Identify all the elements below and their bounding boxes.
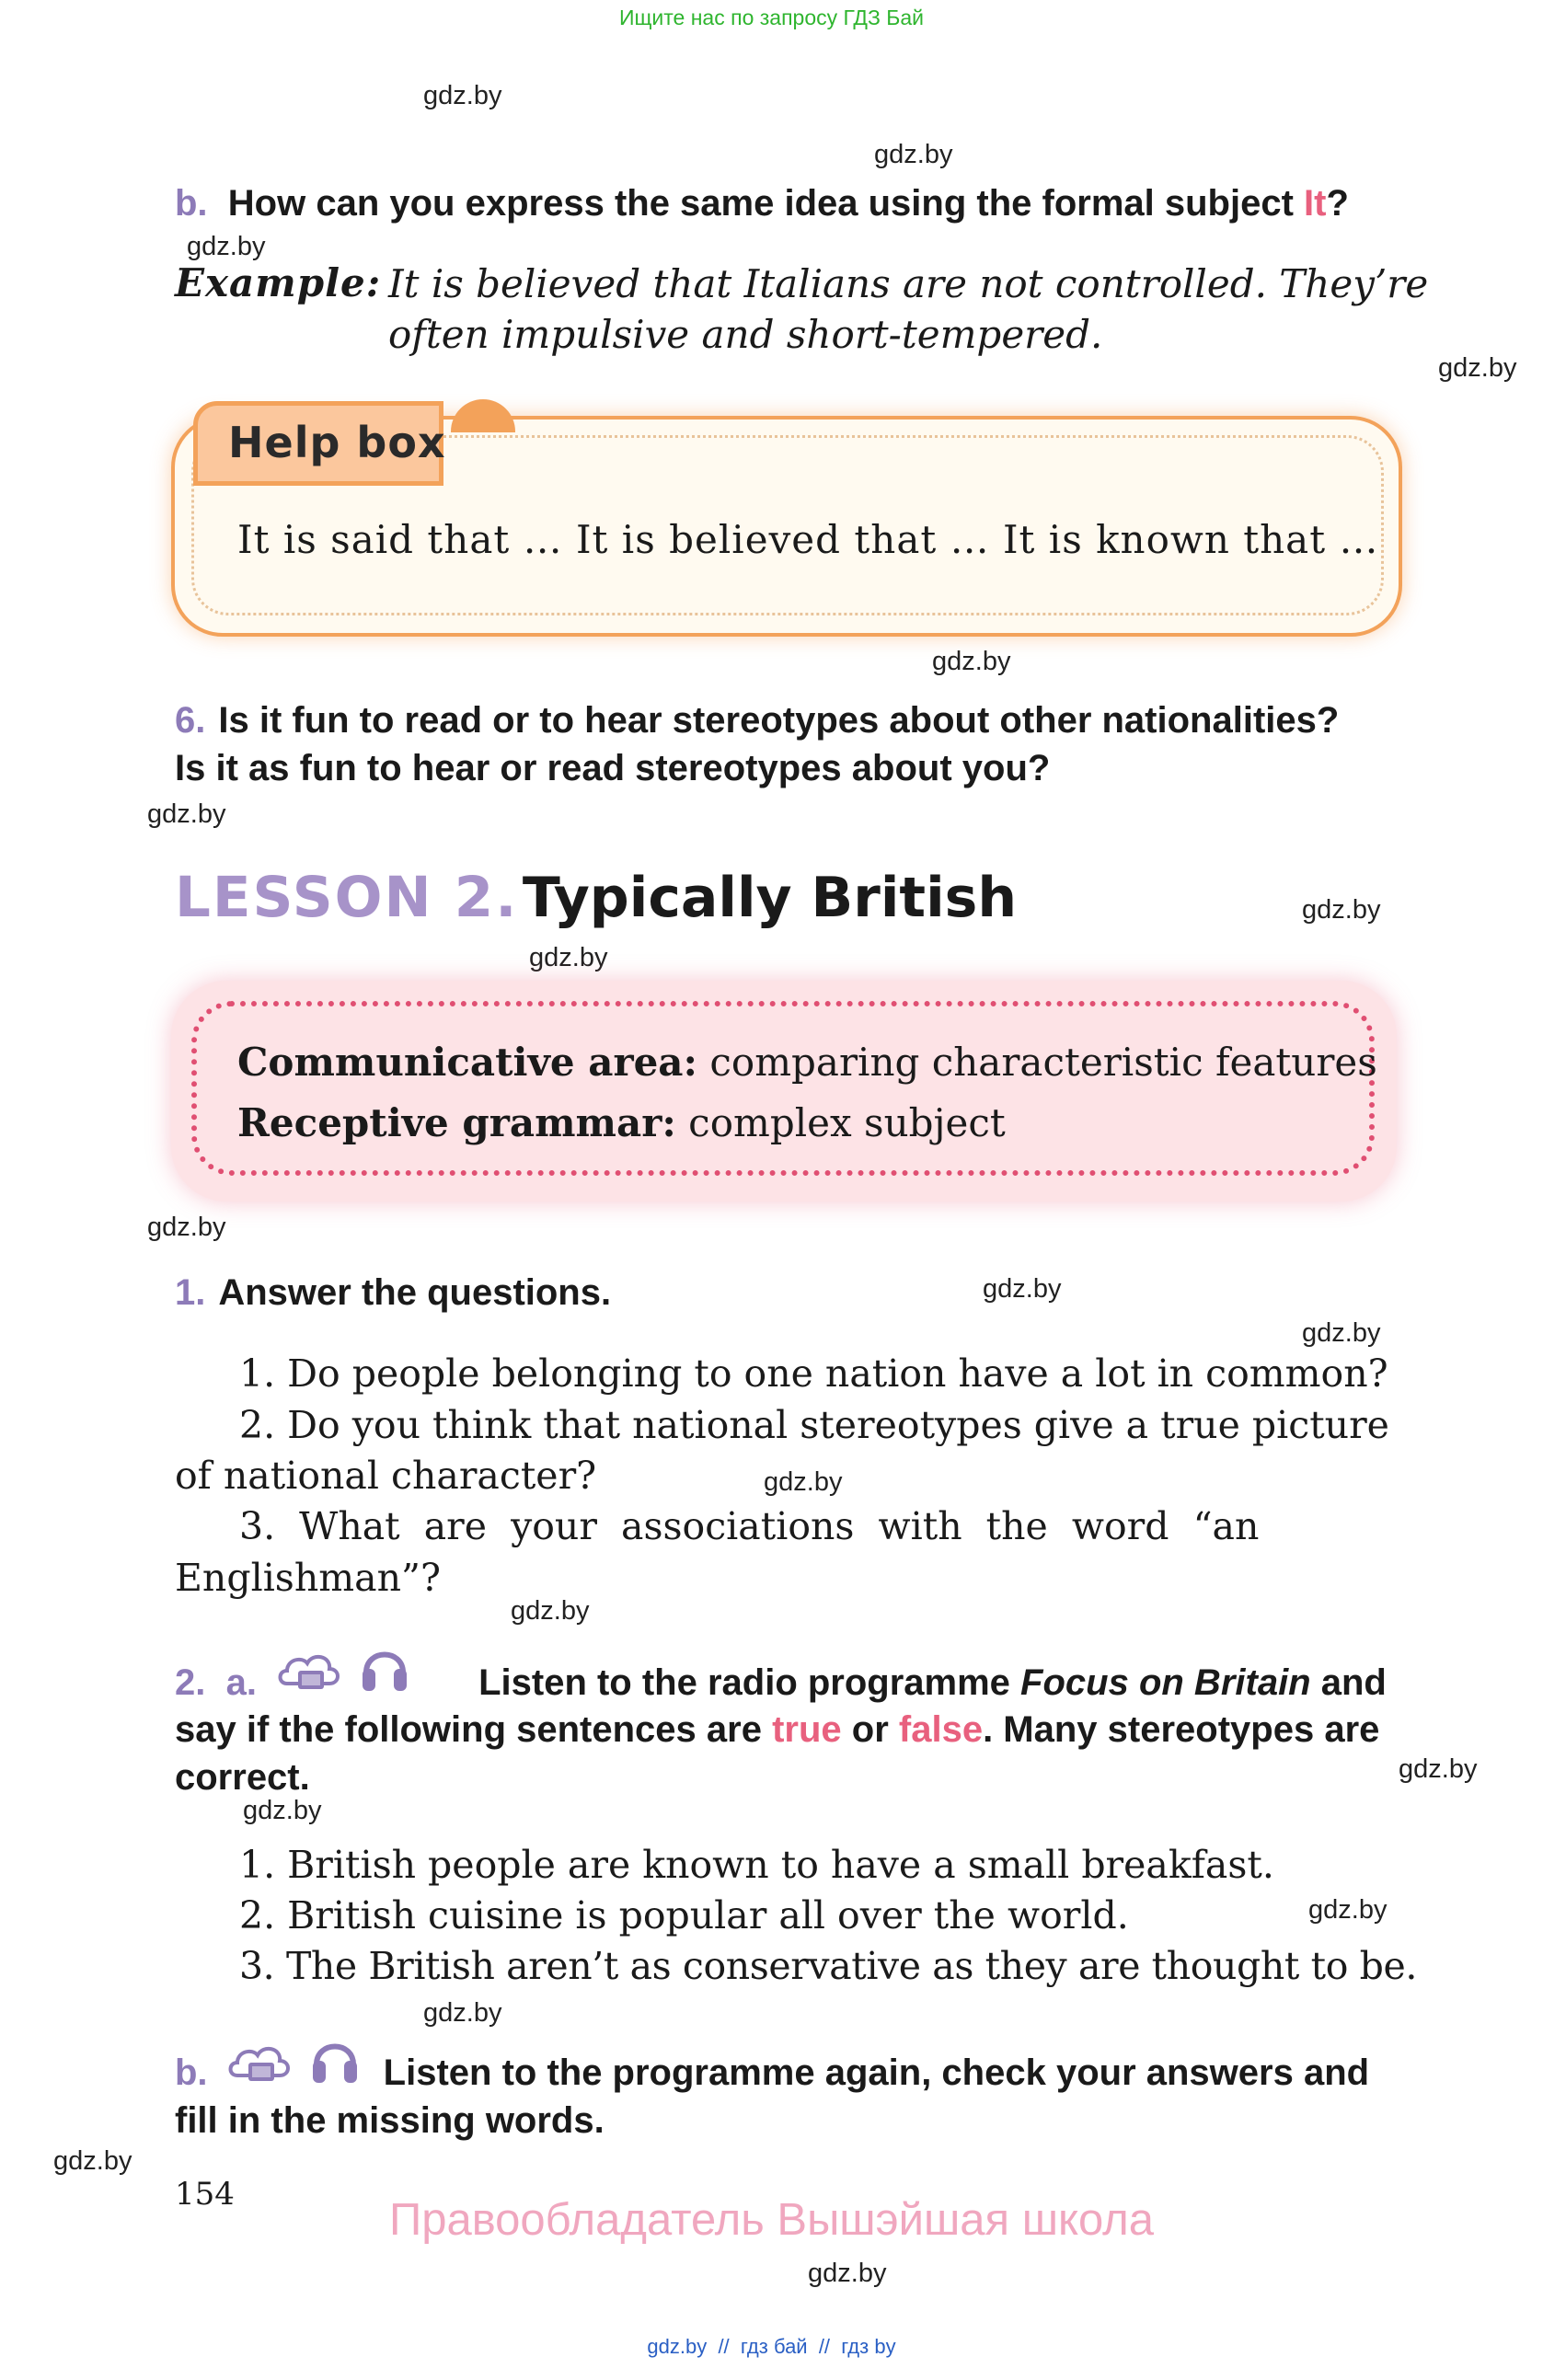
headphones-icon (359, 1639, 410, 1695)
task-2b-label: b. (175, 2052, 208, 2093)
watermark: gdz.by (423, 1998, 502, 2028)
watermark: gdz.by (1438, 353, 1517, 383)
task-2a-line-3: correct. (175, 1757, 310, 1798)
task-2a-text-3: . Many stereotypes are (983, 1709, 1380, 1750)
headphones-icon (309, 2031, 361, 2087)
task-2b-line-2: fill in the missing words. (175, 2100, 605, 2141)
top-banner[interactable]: Ищите нас по запросу ГДЗ Бай (618, 6, 925, 29)
task-2-number: 2. (175, 1662, 206, 1703)
programme-title: Focus on Britain (1020, 1662, 1311, 1703)
question-2-line-2: of national character? (175, 1454, 597, 1498)
watermark: gdz.by (1308, 1895, 1388, 1925)
task-6-text-1: Is it fun to read or to hear stereotypes about other nationalities? (218, 700, 1340, 741)
formal-subject-word: It (1304, 183, 1327, 224)
watermark: gdz.by (1399, 1754, 1478, 1784)
lesson-title: Typically British (522, 866, 1018, 930)
watermark: gdz.by (529, 943, 608, 972)
footer-links[interactable]: gdz.by // гдз бай // гдз by (647, 2335, 896, 2358)
communicative-area (237, 1040, 1377, 1085)
watermark: gdz.by (1302, 1318, 1381, 1348)
task-2a-line-2 (175, 1707, 1379, 1753)
watermark: gdz.by (243, 1796, 322, 1825)
word-or: or (841, 1709, 899, 1750)
page-number: 154 (175, 2176, 235, 2213)
task-1-instruction (175, 1270, 611, 1316)
question-1: 1. Do people belonging to one nation have a lot in common? (239, 1351, 1388, 1396)
question-2-line-1: 2. Do you think that national stereotypes give a true picture (239, 1403, 1389, 1447)
watermark: gdz.by (147, 799, 226, 829)
receptive-grammar-label: Receptive grammar: (237, 1100, 676, 1145)
task-2a-label: a. (225, 1662, 257, 1703)
lesson-number: LESSON 2. (175, 865, 519, 930)
watermark: gdz.by (874, 140, 953, 169)
communicative-area-value: comparing characteristic features (697, 1040, 1377, 1085)
statement-2: 2. British cuisine is popular all over the world. (239, 1893, 1129, 1937)
task-6-line-1 (175, 697, 1339, 744)
help-box-text: It is said that … It is believed that … It is known that … (237, 517, 1379, 562)
question-3-line-1: 3. What are your associations with the word “an (239, 1504, 1260, 1548)
task-2a-text-end: and (1310, 1662, 1387, 1703)
question-3-line-2: Englishman”? (175, 1556, 441, 1600)
communicative-area-label: Communicative area: (237, 1040, 698, 1085)
word-false: false (898, 1709, 984, 1750)
question-b (175, 180, 1349, 227)
task-6-line-2: Is it as fun to hear or read stereotypes about you? (175, 748, 1051, 788)
statement-3: 3. The British aren’t as conservative as they are thought to be. (239, 1944, 1417, 1988)
task-2b-text: Listen to the programme again, check your answers and (383, 2052, 1370, 2093)
watermark: gdz.by (808, 2259, 887, 2288)
receptive-grammar-value: complex subject (675, 1100, 1006, 1145)
task-1-text: Answer the questions. (218, 1272, 612, 1313)
watermark: gdz.by (932, 647, 1011, 676)
example-line-2: often impulsive and short-tempered. (388, 312, 1103, 357)
watermark: gdz.by (511, 1596, 590, 1626)
objectives-box-border (191, 1001, 1375, 1176)
copyright-holder: Правообладатель Вышэйшая школа (388, 2195, 1155, 2245)
example-line-1: It is believed that Italians are not controlled. They’re (388, 261, 1429, 306)
watermark: gdz.by (1302, 895, 1381, 925)
example-label: Example: (175, 260, 382, 305)
watermark: gdz.by (764, 1467, 843, 1497)
word-true: true (772, 1709, 842, 1750)
help-box-knob (451, 399, 515, 432)
watermark: gdz.by (187, 232, 266, 261)
question-b-end: ? (1326, 183, 1349, 224)
watermark: gdz.by (53, 2146, 132, 2176)
question-b-text: How can you express the same idea using the formal subject (227, 183, 1305, 224)
cloud-audio-icon (225, 2035, 294, 2088)
task-6-number: 6. (175, 700, 206, 741)
task-1-number: 1. (175, 1272, 206, 1313)
statement-1: 1. British people are known to have a small breakfast. (239, 1843, 1274, 1887)
help-box-title: Help box (228, 418, 446, 467)
watermark: gdz.by (983, 1274, 1062, 1304)
question-b-label: b. (175, 183, 208, 224)
task-2a-text: Listen to the radio programme (478, 1662, 1021, 1703)
task-2a-line-1 (175, 1660, 1387, 1707)
task-2a-text-2: say if the following sentences are (175, 1709, 773, 1750)
lesson-heading (175, 865, 1017, 930)
watermark: gdz.by (423, 81, 502, 110)
watermark: gdz.by (147, 1213, 226, 1242)
cloud-audio-icon (274, 1643, 344, 1696)
receptive-grammar (237, 1100, 1006, 1145)
